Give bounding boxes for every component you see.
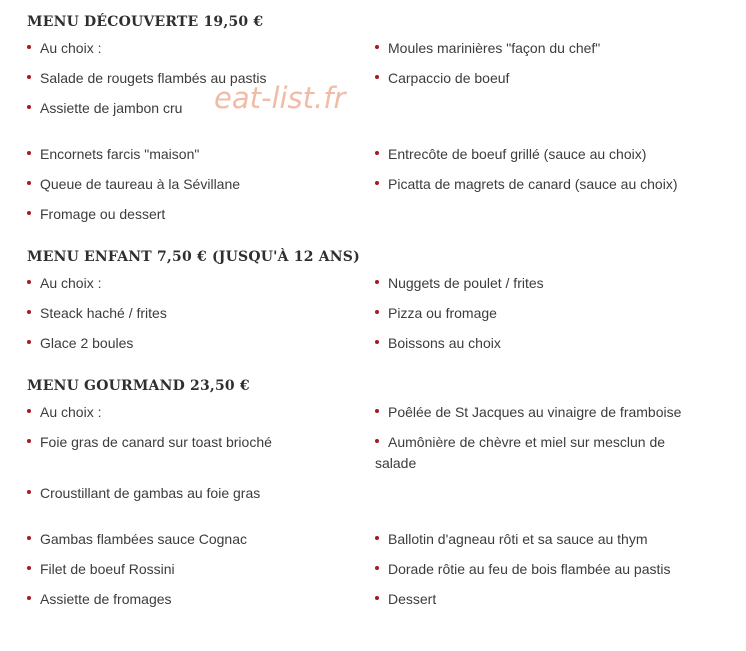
menu-decouverte-title: MENU DÉCOUVERTE 19,50 € bbox=[27, 14, 264, 30]
list-item: Picatta de magrets de canard (sauce au choix) bbox=[375, 174, 678, 195]
list-item: Aumônière de chèvre et miel sur mesclun de salade bbox=[375, 434, 666, 471]
bullet-icon bbox=[27, 280, 31, 284]
bullet-icon bbox=[27, 566, 31, 570]
bullet-icon bbox=[27, 211, 31, 215]
bullet-icon bbox=[375, 280, 379, 284]
list-item: Dorade rôtie au feu de bois flambée au pastis bbox=[375, 559, 671, 580]
bullet-icon bbox=[27, 409, 31, 413]
list-item: Ballotin d'agneau rôti et sa sauce au thym bbox=[375, 529, 648, 550]
bullet-icon bbox=[27, 536, 31, 540]
menu-enfant-title: MENU ENFANT 7,50 € (JUSQU'À 12 ANS) bbox=[27, 249, 360, 265]
list-item: Gambas flambées sauce Cognac bbox=[27, 529, 247, 550]
bullet-icon bbox=[27, 596, 31, 600]
bullet-icon bbox=[27, 340, 31, 344]
bullet-icon bbox=[27, 181, 31, 185]
list-item: Glace 2 boules bbox=[27, 333, 133, 354]
bullet-icon bbox=[375, 409, 379, 413]
bullet-icon bbox=[27, 310, 31, 314]
list-item: Entrecôte de boeuf grillé (sauce au choix) bbox=[375, 144, 646, 165]
list-item: Assiette de jambon cru bbox=[27, 98, 182, 119]
list-item: Moules marinières "façon du chef" bbox=[375, 38, 600, 59]
list-item: Poêlée de St Jacques au vinaigre de framboise bbox=[375, 402, 681, 423]
list-item: Fromage ou dessert bbox=[27, 204, 165, 225]
bullet-icon bbox=[27, 490, 31, 494]
list-item: Foie gras de canard sur toast brioché bbox=[27, 432, 272, 453]
bullet-icon bbox=[27, 439, 31, 443]
list-item: Filet de boeuf Rossini bbox=[27, 559, 175, 580]
list-item: Au choix : bbox=[27, 402, 101, 423]
list-item: Au choix : bbox=[27, 38, 101, 59]
list-item: Carpaccio de boeuf bbox=[375, 68, 509, 89]
bullet-icon bbox=[27, 45, 31, 49]
bullet-icon bbox=[27, 151, 31, 155]
bullet-icon bbox=[375, 536, 379, 540]
list-item: Queue de taureau à la Sévillane bbox=[27, 174, 240, 195]
bullet-icon bbox=[27, 75, 31, 79]
bullet-icon bbox=[375, 439, 379, 443]
bullet-icon bbox=[27, 105, 31, 109]
bullet-icon bbox=[375, 45, 379, 49]
bullet-icon bbox=[375, 340, 379, 344]
list-item: Steack haché / frites bbox=[27, 303, 167, 324]
list-item: Croustillant de gambas au foie gras bbox=[27, 483, 260, 504]
bullet-icon bbox=[375, 181, 379, 185]
bullet-icon bbox=[375, 151, 379, 155]
watermark-logo: eat-list.fr bbox=[214, 81, 346, 115]
list-item: Dessert bbox=[375, 589, 436, 610]
list-item: Boissons au choix bbox=[375, 333, 501, 354]
bullet-icon bbox=[375, 596, 379, 600]
bullet-icon bbox=[375, 566, 379, 570]
list-item: Salade de rougets flambés au pastis bbox=[27, 68, 266, 89]
bullet-icon bbox=[375, 310, 379, 314]
list-item: Au choix : bbox=[27, 273, 101, 294]
menu-gourmand-title: MENU GOURMAND 23,50 € bbox=[27, 378, 250, 394]
list-item: Assiette de fromages bbox=[27, 589, 172, 610]
bullet-icon bbox=[375, 75, 379, 79]
list-item: Nuggets de poulet / frites bbox=[375, 273, 544, 294]
list-item: Encornets farcis "maison" bbox=[27, 144, 199, 165]
list-item: Pizza ou fromage bbox=[375, 303, 497, 324]
